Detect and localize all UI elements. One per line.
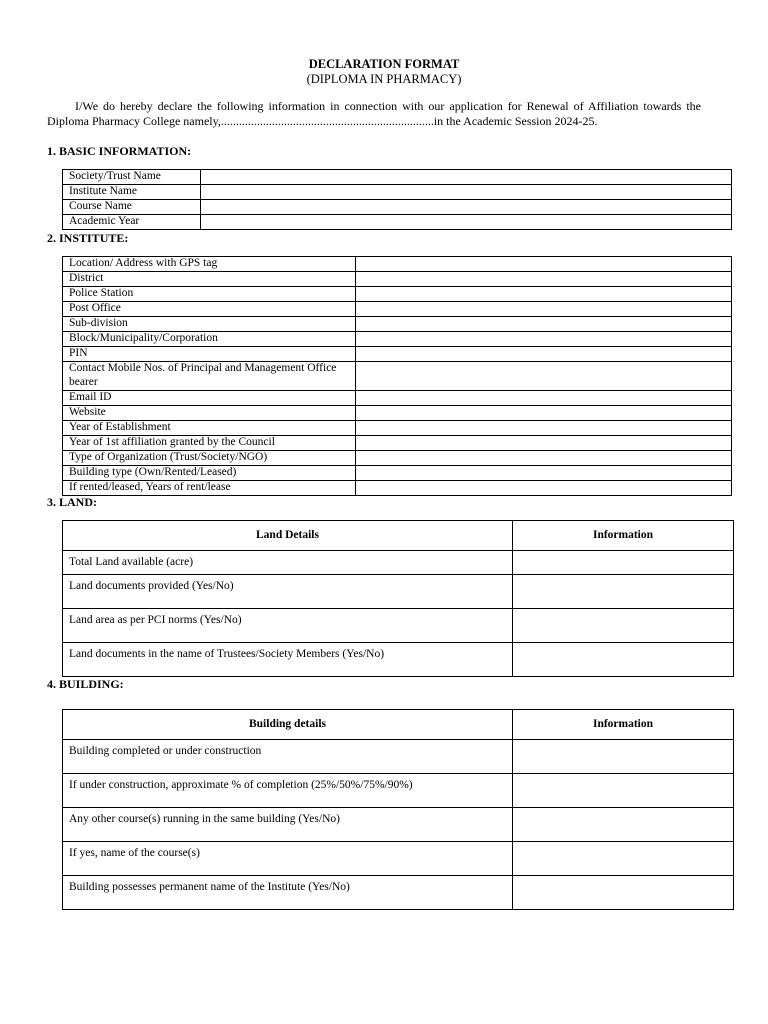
institute-row-value-field[interactable] (356, 317, 732, 332)
institute-row (63, 435, 732, 450)
institute-row (63, 390, 732, 405)
basic-row (63, 170, 732, 185)
building-row-value-field[interactable] (513, 740, 734, 774)
institute-row (63, 347, 732, 362)
land-row-label: Land area as per PCI norms (Yes/No) (63, 609, 513, 643)
section-heading-building: 4. BUILDING: (47, 677, 124, 691)
building-row-label: Building completed or under construction (63, 740, 513, 774)
document-title: DECLARATION FORMAT (308, 57, 460, 71)
land-row (63, 575, 734, 609)
basic-row-value-field[interactable] (201, 185, 732, 200)
institute-row (63, 465, 732, 480)
institute-row-value-field[interactable] (356, 257, 732, 272)
institute-row-label: If rented/leased, Years of rent/lease (63, 480, 356, 495)
land-row (63, 609, 734, 643)
building-information-header: Information (513, 710, 734, 740)
building-row-label: If under construction, approximate % of completion (25%/50%/75%/90%) (63, 774, 513, 808)
institute-row-value-field[interactable] (356, 287, 732, 302)
institute-table (62, 256, 732, 496)
institute-row-value-field[interactable] (356, 450, 732, 465)
building-row-value-field[interactable] (513, 876, 734, 910)
building-row (63, 808, 734, 842)
building-row-label: Building possesses permanent name of the Institute (Yes/No) (63, 876, 513, 910)
institute-row (63, 272, 732, 287)
land-details-header: Land Details (63, 521, 513, 551)
institute-row (63, 480, 732, 495)
institute-row-label: District (63, 272, 356, 287)
basic-row (63, 215, 732, 230)
institute-row-label: PIN (63, 347, 356, 362)
basic-row-value-field[interactable] (201, 200, 732, 215)
land-information-header: Information (513, 521, 734, 551)
institute-row-label: Block/Municipality/Corporation (63, 332, 356, 347)
institute-row-value-field[interactable] (356, 347, 732, 362)
land-row-value-field[interactable] (513, 643, 734, 677)
building-row (63, 774, 734, 808)
institute-row-label: Contact Mobile Nos. of Principal and Management Office bearer (63, 362, 356, 391)
building-table (62, 709, 734, 910)
land-row-label: Land documents provided (Yes/No) (63, 575, 513, 609)
land-row-value-field[interactable] (513, 609, 734, 643)
building-row-value-field[interactable] (513, 774, 734, 808)
section-heading-land: 3. LAND: (47, 495, 97, 509)
institute-row-value-field[interactable] (356, 405, 732, 420)
institute-row (63, 405, 732, 420)
building-row (63, 876, 734, 910)
declaration-text: I/We do hereby declare the following information in connection with our application for Renewal of Affiliation towards the Diploma Pharmacy College namely,.......................................................................in the Academic Session 2024-25. (47, 99, 701, 128)
institute-row-label: Sub-division (63, 317, 356, 332)
institute-row (63, 450, 732, 465)
basic-row (63, 185, 732, 200)
land-row-label: Land documents in the name of Trustees/Society Members (Yes/No) (63, 643, 513, 677)
land-table (62, 520, 734, 677)
institute-row-value-field[interactable] (356, 465, 732, 480)
institute-row (63, 317, 732, 332)
institute-row-value-field[interactable] (356, 272, 732, 287)
basic-row-label: Institute Name (63, 185, 201, 200)
institute-row-value-field[interactable] (356, 420, 732, 435)
building-row (63, 842, 734, 876)
basic-row-label: Academic Year (63, 215, 201, 230)
basic-information-table (62, 169, 732, 230)
institute-row (63, 362, 732, 391)
institute-row (63, 287, 732, 302)
institute-row-label: Location/ Address with GPS tag (63, 257, 356, 272)
building-row-label: If yes, name of the course(s) (63, 842, 513, 876)
land-row-value-field[interactable] (513, 551, 734, 575)
institute-row-label: Website (63, 405, 356, 420)
institute-row (63, 257, 732, 272)
building-row-value-field[interactable] (513, 808, 734, 842)
basic-row (63, 200, 732, 215)
document-subtitle: (DIPLOMA IN PHARMACY) (306, 72, 462, 86)
building-row-value-field[interactable] (513, 842, 734, 876)
land-row (63, 551, 734, 575)
institute-row-value-field[interactable] (356, 480, 732, 495)
institute-row-value-field[interactable] (356, 302, 732, 317)
institute-row (63, 302, 732, 317)
declaration-paragraph (47, 99, 701, 129)
institute-row (63, 332, 732, 347)
land-row (63, 643, 734, 677)
building-row-label: Any other course(s) running in the same building (Yes/No) (63, 808, 513, 842)
institute-row-label: Building type (Own/Rented/Leased) (63, 465, 356, 480)
building-row (63, 740, 734, 774)
institute-row (63, 420, 732, 435)
land-row-value-field[interactable] (513, 575, 734, 609)
institute-row-label: Email ID (63, 390, 356, 405)
section-heading-basic-information: 1. BASIC INFORMATION: (47, 144, 192, 158)
basic-row-value-field[interactable] (201, 215, 732, 230)
institute-row-label: Post Office (63, 302, 356, 317)
institute-row-label: Police Station (63, 287, 356, 302)
building-details-header: Building details (63, 710, 513, 740)
institute-row-value-field[interactable] (356, 390, 732, 405)
basic-row-label: Course Name (63, 200, 201, 215)
institute-row-value-field[interactable] (356, 435, 732, 450)
institute-row-label: Year of 1st affiliation granted by the Council (63, 435, 356, 450)
institute-row-value-field[interactable] (356, 362, 732, 391)
basic-row-value-field[interactable] (201, 170, 732, 185)
basic-row-label: Society/Trust Name (63, 170, 201, 185)
institute-row-label: Year of Establishment (63, 420, 356, 435)
land-row-label: Total Land available (acre) (63, 551, 513, 575)
institute-row-label: Type of Organization (Trust/Society/NGO) (63, 450, 356, 465)
section-heading-institute: 2. INSTITUTE: (47, 231, 129, 245)
institute-row-value-field[interactable] (356, 332, 732, 347)
